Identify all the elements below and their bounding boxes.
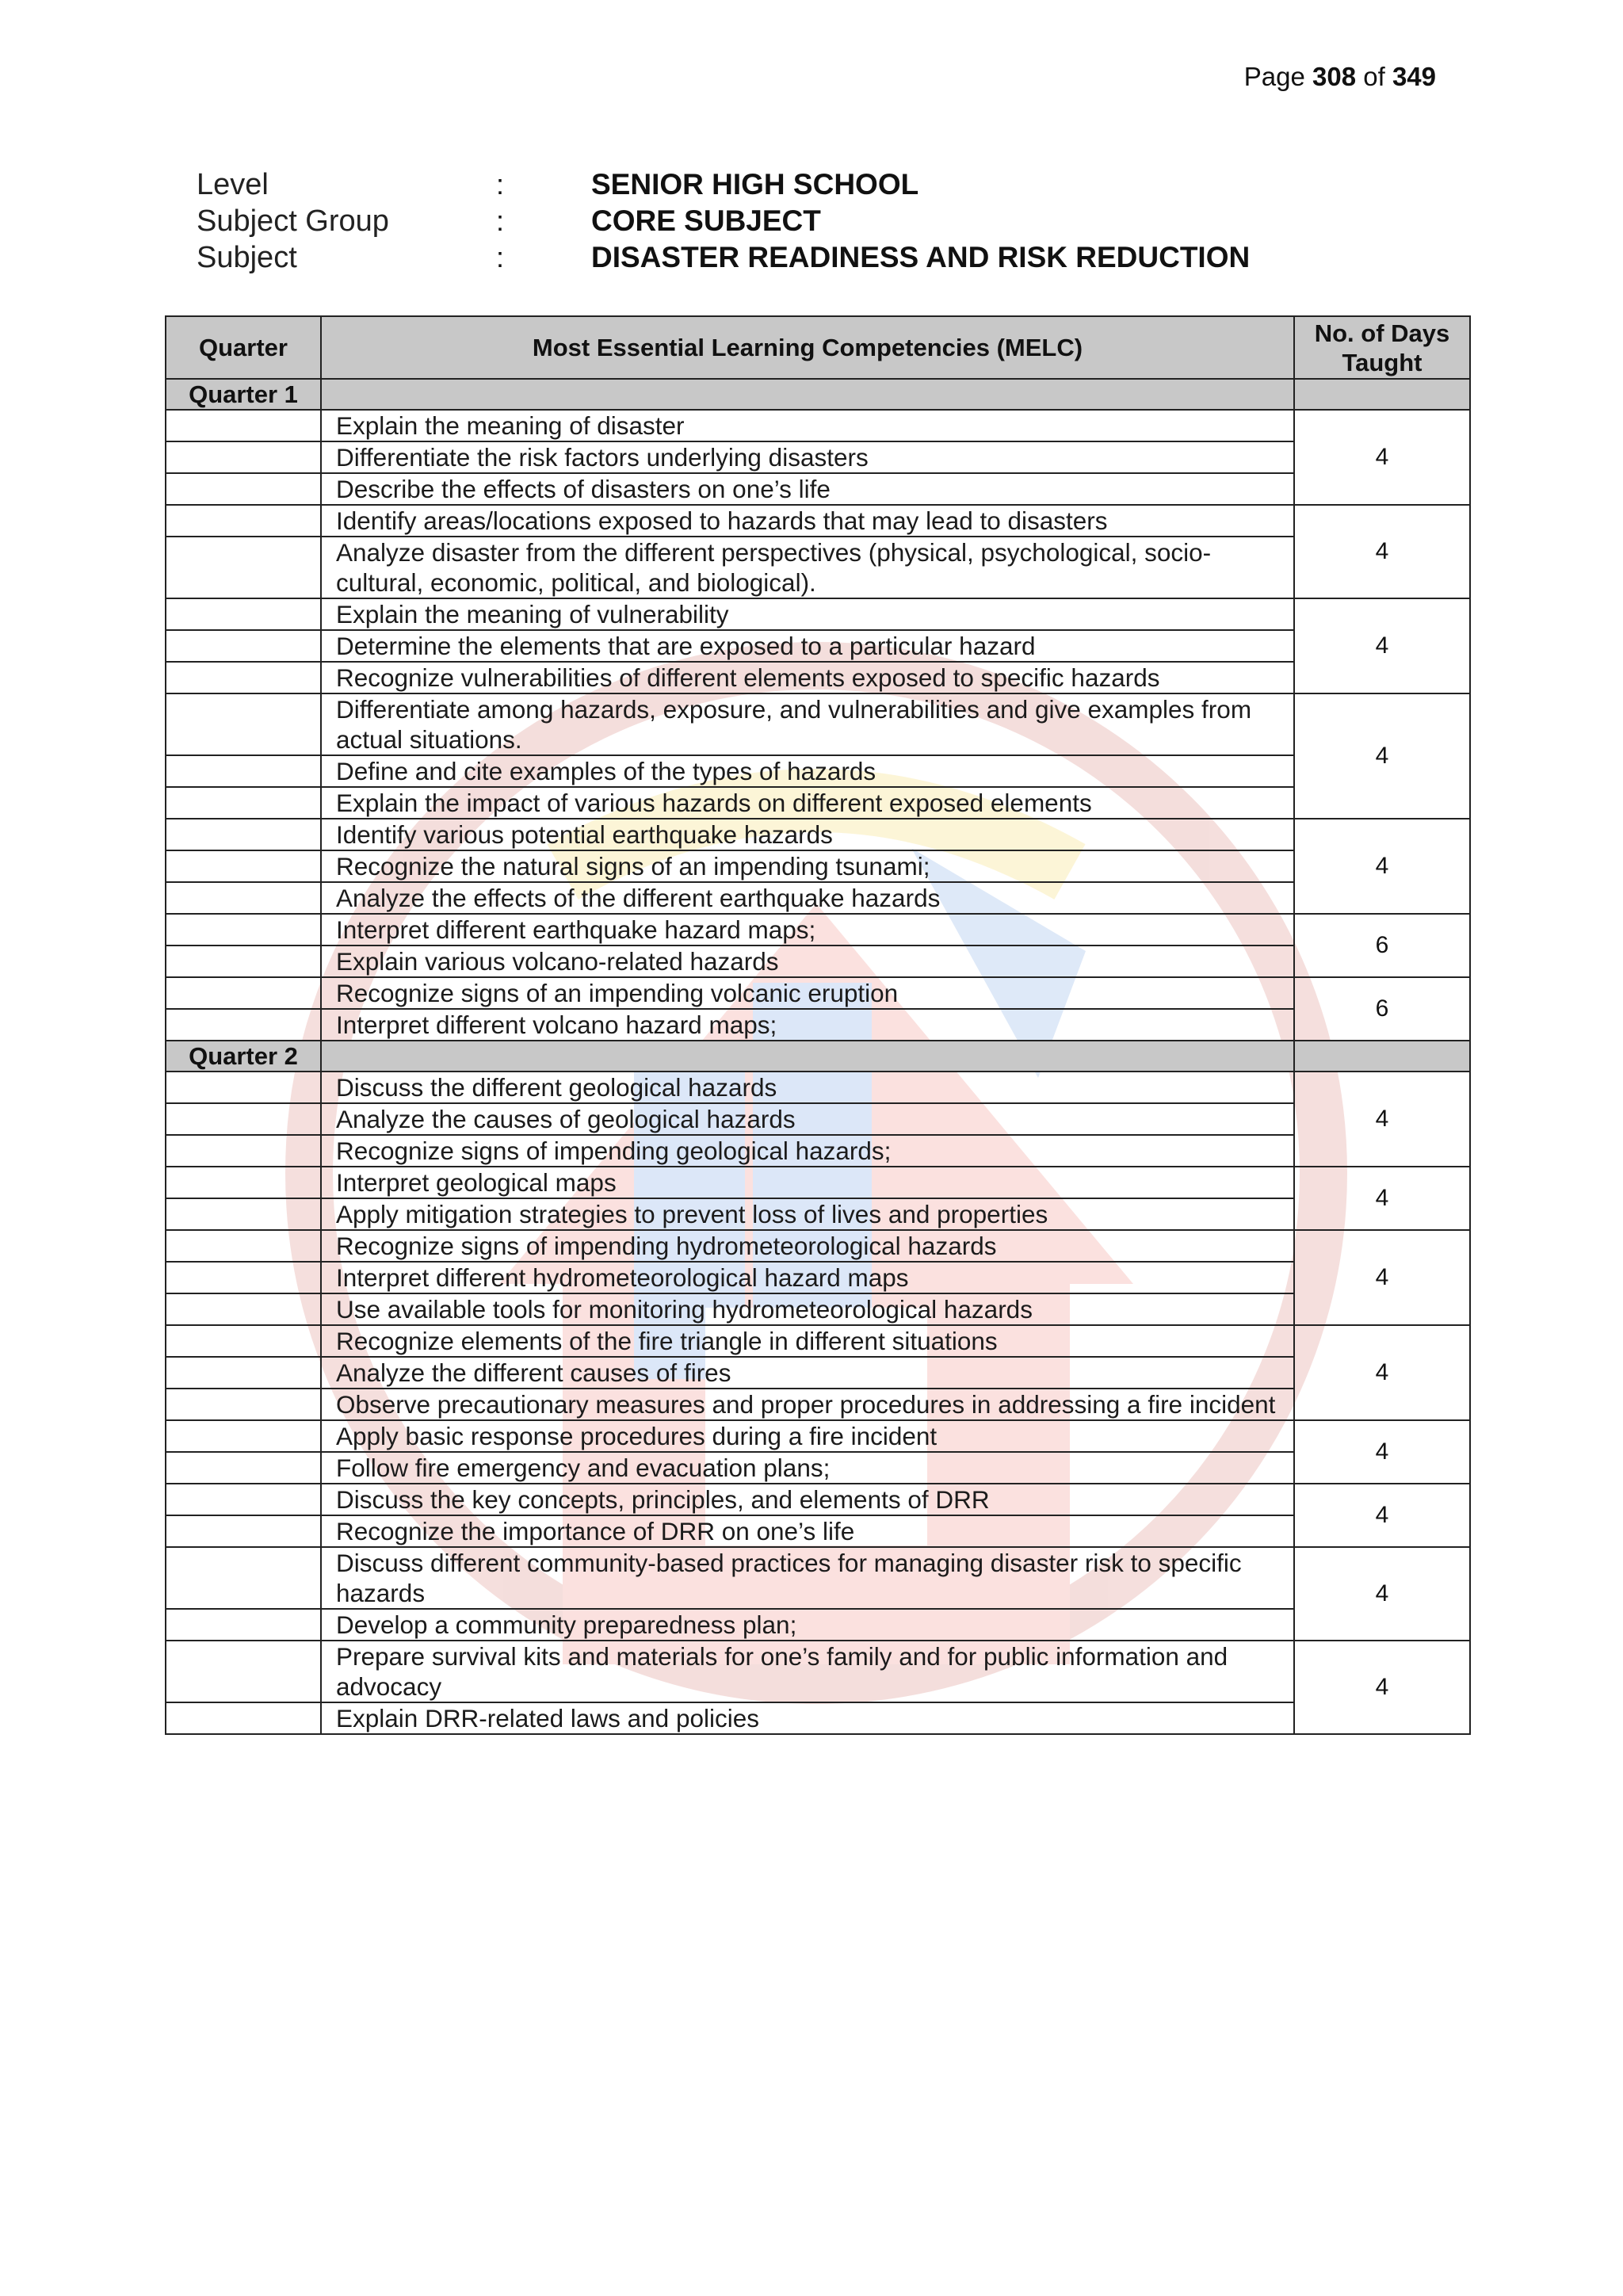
- table-row: [166, 1357, 1470, 1389]
- table-row: [166, 755, 1470, 787]
- quarter-cell: [166, 1198, 321, 1230]
- header-quarter: Quarter: [166, 316, 321, 379]
- competency-cell: Interpret different earthquake hazard maps;: [321, 914, 1294, 946]
- info-value: CORE SUBJECT: [591, 204, 821, 237]
- days-cell: 6: [1294, 914, 1470, 977]
- quarter-cell: [166, 1357, 321, 1389]
- info-value: DISASTER READINESS AND RISK REDUCTION: [591, 241, 1251, 273]
- table-row: [166, 819, 1470, 850]
- days-cell: 6: [1294, 977, 1470, 1041]
- table-row: [166, 1389, 1470, 1420]
- table-row: [166, 1009, 1470, 1041]
- table-row: [166, 1702, 1470, 1734]
- table-row: [166, 977, 1470, 1009]
- quarter-cell: [166, 946, 321, 977]
- info-value: SENIOR HIGH SCHOOL: [591, 168, 919, 201]
- table-row: [166, 914, 1470, 946]
- quarter-cell: [166, 473, 321, 505]
- competency-cell: Explain DRR-related laws and policies: [321, 1702, 1294, 1734]
- table-row: [166, 1452, 1470, 1484]
- quarter-cell: [166, 1072, 321, 1103]
- days-cell: 4: [1294, 1641, 1470, 1734]
- competency-cell: Differentiate the risk factors underlying disasters: [321, 441, 1294, 473]
- table-row: [166, 850, 1470, 882]
- days-cell: 4: [1294, 1484, 1470, 1547]
- table-row: [166, 1515, 1470, 1547]
- competency-cell: Discuss the different geological hazards: [321, 1072, 1294, 1103]
- competency-cell: Recognize elements of the fire triangle in different situations: [321, 1325, 1294, 1357]
- quarter-cell: [166, 1641, 321, 1702]
- competency-cell: Apply mitigation strategies to prevent loss of lives and properties: [321, 1198, 1294, 1230]
- quarter-row: [166, 379, 1470, 410]
- table-row: [166, 410, 1470, 441]
- table-row: [166, 946, 1470, 977]
- competency-cell: Recognize the natural signs of an impending tsunami;: [321, 850, 1294, 882]
- quarter-cell: [166, 1293, 321, 1325]
- quarter-cell: [166, 977, 321, 1009]
- info-label: Subject: [197, 240, 297, 274]
- days-cell: 4: [1294, 1325, 1470, 1420]
- quarter-cell: [166, 850, 321, 882]
- days-cell: 4: [1294, 505, 1470, 598]
- table-row: [166, 505, 1470, 537]
- quarter-cell: [166, 1135, 321, 1167]
- quarter-cell: [166, 1609, 321, 1641]
- page-number: [1244, 62, 1436, 92]
- competency-cell: Recognize signs of an impending volcanic eruption: [321, 977, 1294, 1009]
- table-row: [166, 1325, 1470, 1357]
- table-row: [166, 1198, 1470, 1230]
- competency-cell: Explain various volcano-related hazards: [321, 946, 1294, 977]
- competency-cell: Interpret different volcano hazard maps;: [321, 1009, 1294, 1041]
- competency-cell: Observe precautionary measures and proper procedures in addressing a fire incident: [321, 1389, 1294, 1420]
- competency-cell: Follow fire emergency and evacuation plans;: [321, 1452, 1294, 1484]
- quarter-cell: [166, 1452, 321, 1484]
- quarter-cell: [166, 1009, 321, 1041]
- info-row-level: [197, 166, 1250, 203]
- quarter-row-blank: [321, 379, 1294, 410]
- quarter-cell: [166, 819, 321, 850]
- competency-cell: Identify various potential earthquake hazards: [321, 819, 1294, 850]
- info-colon: :: [496, 204, 505, 237]
- quarter-cell: [166, 882, 321, 914]
- quarter-cell: [166, 505, 321, 537]
- header-melc: Most Essential Learning Competencies (MELC): [321, 316, 1294, 379]
- subject-info: [197, 166, 1250, 276]
- quarter-cell: [166, 1103, 321, 1135]
- table-row: [166, 473, 1470, 505]
- competency-cell: Explain the impact of various hazards on different exposed elements: [321, 787, 1294, 819]
- quarter-row-blank: [321, 1041, 1294, 1072]
- info-row-subject-group: [197, 203, 1250, 239]
- days-cell: 4: [1294, 1167, 1470, 1230]
- info-row-subject: [197, 239, 1250, 276]
- competency-cell: Use available tools for monitoring hydrometeorological hazards: [321, 1293, 1294, 1325]
- table-row: [166, 662, 1470, 693]
- table-row: [166, 537, 1470, 598]
- quarter-cell: [166, 1702, 321, 1734]
- table-row: [166, 1103, 1470, 1135]
- table-row: [166, 1167, 1470, 1198]
- page-label: Page: [1243, 62, 1305, 91]
- quarter-row-blank: [1294, 379, 1470, 410]
- competency-cell: Prepare survival kits and materials for one’s family and for public information and advocacy: [321, 1641, 1294, 1702]
- info-label: Level: [197, 167, 269, 201]
- competency-cell: Discuss the key concepts, principles, and elements of DRR: [321, 1484, 1294, 1515]
- days-cell: 4: [1294, 598, 1470, 693]
- table-row: [166, 693, 1470, 755]
- table-header-row: [166, 316, 1470, 379]
- competency-cell: Analyze the different causes of fires: [321, 1357, 1294, 1389]
- competency-cell: Develop a community preparedness plan;: [321, 1609, 1294, 1641]
- competency-cell: Recognize signs of impending hydrometeorological hazards: [321, 1230, 1294, 1262]
- quarter-cell: [166, 441, 321, 473]
- days-cell: 4: [1294, 819, 1470, 914]
- quarter-cell: [166, 914, 321, 946]
- days-cell: 4: [1294, 1547, 1470, 1641]
- table-row: [166, 1609, 1470, 1641]
- melc-table: [165, 315, 1471, 1735]
- quarter-cell: [166, 1547, 321, 1609]
- competency-cell: Identify areas/locations exposed to hazards that may lead to disasters: [321, 505, 1294, 537]
- table-row: [166, 1293, 1470, 1325]
- days-cell: 4: [1294, 693, 1470, 819]
- quarter-cell: [166, 787, 321, 819]
- table-row: [166, 1135, 1470, 1167]
- competency-cell: Apply basic response procedures during a fire incident: [321, 1420, 1294, 1452]
- competency-cell: Analyze the causes of geological hazards: [321, 1103, 1294, 1135]
- table-row: [166, 1484, 1470, 1515]
- total-pages: 349: [1392, 62, 1436, 91]
- info-colon: :: [496, 241, 505, 273]
- quarter-cell: [166, 1389, 321, 1420]
- competency-cell: Explain the meaning of vulnerability: [321, 598, 1294, 630]
- page-of-label: of: [1363, 62, 1385, 91]
- current-page: 308: [1312, 62, 1357, 91]
- quarter-cell: [166, 410, 321, 441]
- table-row: [166, 1230, 1470, 1262]
- quarter-row-blank: [1294, 1041, 1470, 1072]
- competency-cell: Explain the meaning of disaster: [321, 410, 1294, 441]
- quarter-cell: [166, 662, 321, 693]
- quarter-cell: [166, 1420, 321, 1452]
- competency-cell: Recognize vulnerabilities of different elements exposed to specific hazards: [321, 662, 1294, 693]
- quarter-cell: [166, 598, 321, 630]
- competency-cell: Analyze disaster from the different perspectives (physical, psychological, socio-cultural, economic, political, and biological).: [321, 537, 1294, 598]
- competency-cell: Determine the elements that are exposed to a particular hazard: [321, 630, 1294, 662]
- days-cell: 4: [1294, 410, 1470, 505]
- info-label: Subject Group: [197, 204, 389, 238]
- table-row: [166, 1072, 1470, 1103]
- info-colon: :: [496, 168, 505, 201]
- table-row: [166, 882, 1470, 914]
- quarter-cell: [166, 1484, 321, 1515]
- days-cell: 4: [1294, 1072, 1470, 1167]
- competency-cell: Interpret geological maps: [321, 1167, 1294, 1198]
- table-body: [166, 379, 1470, 1734]
- quarter-cell: [166, 630, 321, 662]
- table-row: [166, 630, 1470, 662]
- header-days: No. of Days Taught: [1294, 316, 1470, 379]
- table-row: [166, 598, 1470, 630]
- competency-cell: Discuss different community-based practices for managing disaster risk to specific hazards: [321, 1547, 1294, 1609]
- table-row: [166, 1547, 1470, 1609]
- days-cell: 4: [1294, 1420, 1470, 1484]
- quarter-label: Quarter 2: [166, 1041, 321, 1072]
- quarter-cell: [166, 537, 321, 598]
- competency-cell: Describe the effects of disasters on one’s life: [321, 473, 1294, 505]
- days-cell: 4: [1294, 1230, 1470, 1325]
- quarter-cell: [166, 1325, 321, 1357]
- quarter-cell: [166, 1230, 321, 1262]
- quarter-cell: [166, 1167, 321, 1198]
- competency-cell: Differentiate among hazards, exposure, and vulnerabilities and give examples from actual situations.: [321, 693, 1294, 755]
- quarter-cell: [166, 755, 321, 787]
- competency-cell: Analyze the effects of the different earthquake hazards: [321, 882, 1294, 914]
- table-row: [166, 1420, 1470, 1452]
- table-row: [166, 1641, 1470, 1702]
- quarter-row: [166, 1041, 1470, 1072]
- competency-cell: Recognize signs of impending geological hazards;: [321, 1135, 1294, 1167]
- quarter-cell: [166, 693, 321, 755]
- quarter-cell: [166, 1515, 321, 1547]
- competency-cell: Interpret different hydrometeorological hazard maps: [321, 1262, 1294, 1293]
- table-row: [166, 787, 1470, 819]
- competency-cell: Recognize the importance of DRR on one’s life: [321, 1515, 1294, 1547]
- table-row: [166, 441, 1470, 473]
- table-row: [166, 1262, 1470, 1293]
- quarter-cell: [166, 1262, 321, 1293]
- quarter-label: Quarter 1: [166, 379, 321, 410]
- competency-cell: Define and cite examples of the types of hazards: [321, 755, 1294, 787]
